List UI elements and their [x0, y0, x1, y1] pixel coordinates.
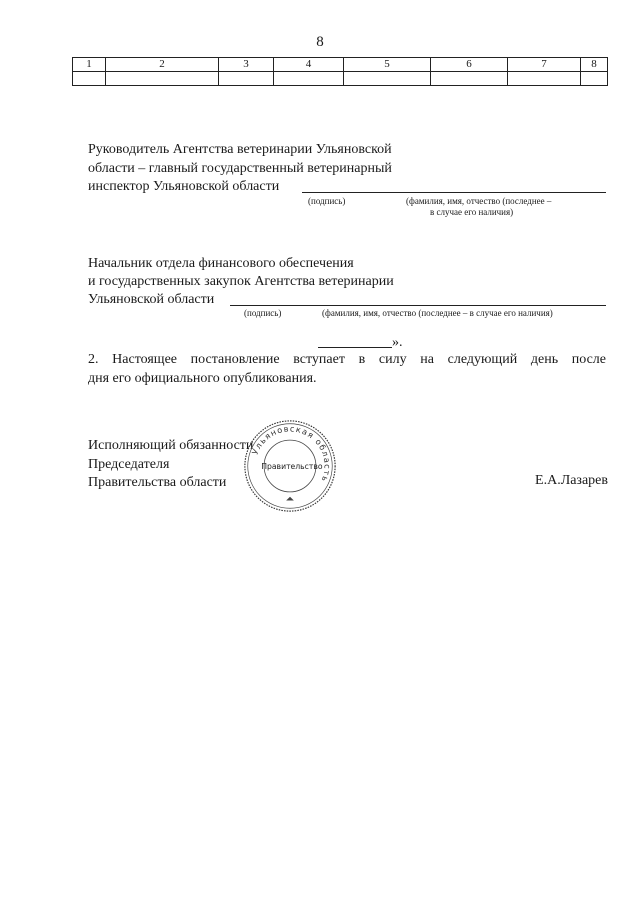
- paragraph-2-line1: 2. Настоящее постановление вступает в силу на следующий день после: [88, 352, 606, 367]
- paragraph-2-line2: дня его официального опубликования.: [88, 371, 317, 386]
- signer-role-line1: Исполняющий обязанности: [88, 438, 254, 453]
- closing-quote: ».: [392, 335, 403, 350]
- signer-role-line2: Председателя: [88, 457, 170, 472]
- page-number: 8: [316, 34, 324, 50]
- signer-name: Е.А.Лазарев: [535, 473, 608, 488]
- table-header-row: [72, 57, 608, 86]
- seal-ring-text: Ульяновская область: [249, 423, 333, 485]
- block1-name-hint-2: в случае его наличия): [430, 207, 514, 217]
- table-cell: [508, 72, 581, 86]
- table-cell: 1: [73, 58, 106, 72]
- table-cell: [219, 72, 274, 86]
- table-cell: 4: [274, 58, 344, 72]
- signer-role-line3: Правительства области: [88, 475, 227, 490]
- table-cell: [106, 72, 219, 86]
- table-cell: 7: [508, 58, 581, 72]
- table-cell: 2: [106, 58, 219, 72]
- block2-name-hint: (фамилия, имя, отчество (последнее – в случае его наличия): [322, 308, 553, 318]
- star-icon: [286, 497, 294, 501]
- table-cell: [581, 72, 608, 86]
- block1-signature-line: [302, 192, 606, 193]
- table-cell: 3: [219, 58, 274, 72]
- block2-line2: и государственных закупок Агентства ветеринарии: [88, 274, 394, 289]
- block2-signature-hint: (подпись): [244, 308, 282, 318]
- block2-line3: Ульяновской области: [88, 292, 215, 307]
- block1-line1: Руководитель Агентства ветеринарии Ульяновской: [88, 142, 392, 157]
- table-row: [73, 72, 608, 86]
- table-cell: 6: [431, 58, 508, 72]
- table-cell: [73, 72, 106, 86]
- block1-name-hint-1: (фамилия, имя, отчество (последнее –: [406, 196, 552, 206]
- official-seal: [242, 418, 338, 514]
- block2-line1: Начальник отдела финансового обеспечения: [88, 256, 354, 271]
- table-cell: 8: [581, 58, 608, 72]
- closing-blank-line: [318, 347, 392, 348]
- table-row: [73, 58, 608, 72]
- table-cell: [344, 72, 431, 86]
- block1-signature-hint: (подпись): [308, 196, 346, 206]
- table-cell: [431, 72, 508, 86]
- table-cell: 5: [344, 58, 431, 72]
- seal-center-text: Правительство: [261, 461, 323, 471]
- block1-line2: области – главный государственный ветеринарный: [88, 161, 392, 176]
- block2-signature-line: [230, 305, 606, 306]
- block1-line3: инспектор Ульяновской области: [88, 179, 280, 194]
- table-cell: [274, 72, 344, 86]
